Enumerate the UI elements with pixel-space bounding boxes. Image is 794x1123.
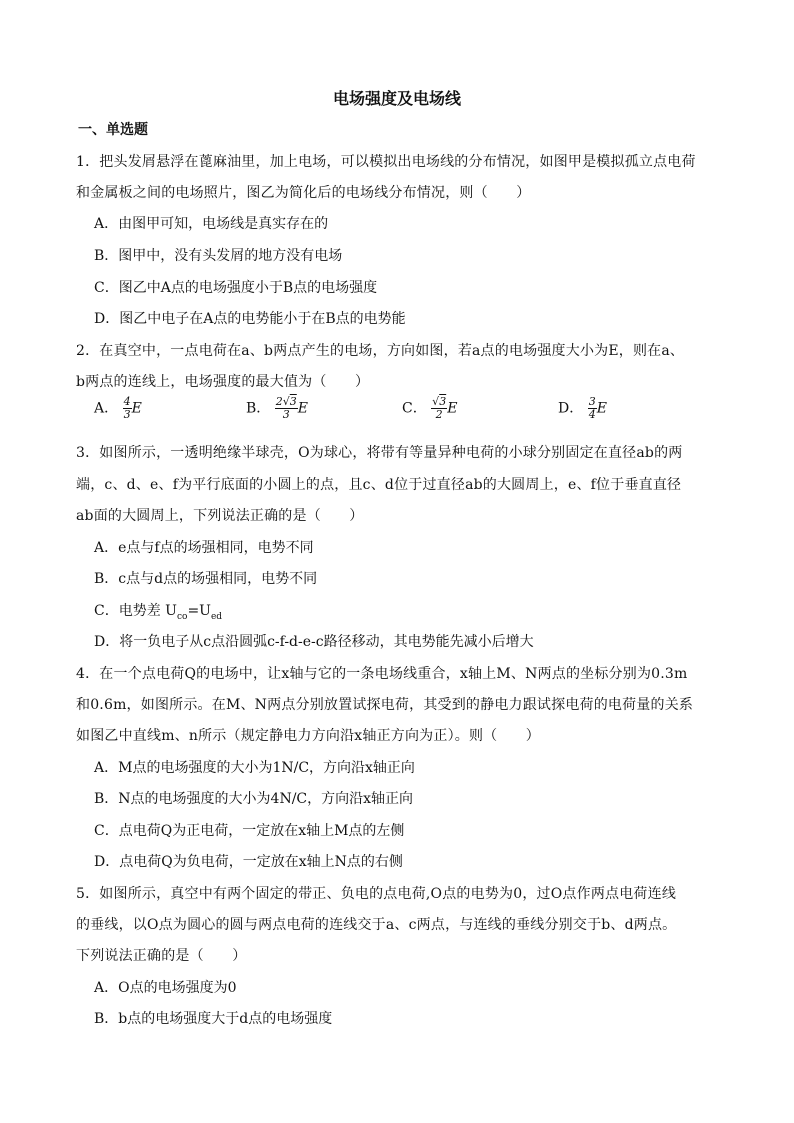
q2-option-a-denominator: 3 [123, 408, 131, 421]
q5-option-b: B．b点的电场强度大于d点的电场强度 [94, 1011, 333, 1027]
q2-option-b-numerator: 2√3 [275, 395, 297, 408]
q5-stem-line1: 5．如图所示，真空中有两个固定的带正、负电的点电荷,O点的电势为0，过O点作两点电荷连线 [76, 886, 677, 902]
q2-option-c-root: 3 [439, 395, 447, 408]
q2-option-b-coef: 2 [275, 395, 283, 408]
q4-stem-line2: 和0.6m，如图所示。在M、N两点分别放置试探电荷，其受到的静电力跟试探电荷的电荷量的关系 [76, 697, 694, 713]
q2-option-a-label: A． [94, 400, 119, 417]
q5-stem-line2: 的垂线，以O点为圆心的圆与两点电荷的连线交于a、c两点，与连线的垂线分别交于b、d两点。 [76, 917, 677, 933]
q3-option-b: B．c点与d点的场强相同，电势不同 [94, 571, 318, 587]
q4-stem-line3: 如图乙中直线m、n所示（规定静电力方向沿x轴正方向为正）。则（ ） [76, 728, 540, 744]
q4-option-a: A．M点的电场强度的大小为1N/C，方向沿x轴正向 [94, 760, 415, 776]
q3-stem-line2: 端，c、d、e、f为平行底面的小圆上的点，且c、d位于过直径ab的大圆周上，e、f位于垂直直径 [76, 477, 682, 493]
q1-stem-line1: 1．把头发屑悬浮在蓖麻油里，加上电场，可以模拟出电场线的分布情况，如图甲是模拟孤立点电荷 [76, 154, 696, 170]
q2-option-d-numerator: 3 [588, 395, 596, 408]
q2-option-c-numerator: √3 [432, 395, 447, 408]
q2-option-b-label: B． [246, 400, 271, 417]
q4-stem-line1: 4．在一个点电荷Q的电场中，让x轴与它的一条电场线重合，x轴上M、N两点的坐标分别为0.3m [76, 666, 688, 682]
q2-option-c-fraction [431, 396, 447, 421]
q3-option-c-sub1: co [176, 611, 188, 622]
q2-option-b-denominator: 3 [282, 408, 290, 421]
q2-option-b-variable: E [297, 400, 308, 417]
q3-option-a: A．e点与f点的场强相同，电势不同 [94, 540, 314, 556]
q3-option-c [94, 600, 222, 622]
q2-stem-line2: b两点的连线上，电场强度的最大值为（ ） [76, 374, 370, 390]
q1-option-c: C．图乙中A点的电场强度小于B点的电场强度 [94, 280, 378, 296]
q2-option-a [94, 396, 142, 421]
q2-option-c-label: C． [402, 400, 427, 417]
q2-option-b-fraction [275, 396, 298, 421]
q2-option-d-fraction [588, 396, 597, 421]
q2-option-d [558, 396, 607, 421]
q5-option-a: A．O点的电场强度为0 [94, 980, 237, 996]
q1-stem-line2: 和金属板之间的电场照片，图乙为简化后的电场线分布情况，则（ ） [76, 185, 531, 201]
q1-option-d: D．图乙中电子在A点的电势能小于在B点的电势能 [94, 311, 406, 327]
q2-option-a-numerator: 4 [123, 395, 131, 408]
q2-option-d-label: D． [558, 400, 584, 417]
q2-option-a-variable: E [131, 400, 142, 417]
q3-option-c-prefix: C．电势差 U [94, 603, 177, 619]
q1-option-a: A．由图甲可知，电场线是真实存在的 [94, 216, 329, 232]
q2-option-d-denominator: 4 [588, 408, 596, 421]
q2-option-a-fraction [123, 396, 132, 421]
q3-option-c-sub2: ed [210, 611, 223, 622]
q4-option-c: C．点电荷Q为正电荷，一定放在x轴上M点的左侧 [94, 823, 405, 839]
q1-option-b: B．图甲中，没有头发屑的地方没有电场 [94, 248, 343, 264]
q2-option-c-denominator: 2 [435, 408, 443, 421]
q2-option-c-variable: E [447, 400, 458, 417]
q4-option-d: D．点电荷Q为负电荷，一定放在x轴上N点的右侧 [94, 854, 403, 870]
q4-option-b: B．N点的电场强度的大小为4N/C，方向沿x轴正向 [94, 791, 414, 807]
q2-option-b [246, 396, 308, 421]
q5-stem-line3: 下列说法正确的是（ ） [76, 948, 247, 964]
section-heading: 一、单选题 [78, 122, 148, 138]
q2-stem-line1: 2．在真空中，一点电荷在a、b两点产生的电场，方向如图，若a点的电场强度大小为E，则在a、 [76, 343, 685, 359]
q2-option-d-variable: E [596, 400, 607, 417]
q2-option-b-root: 3 [289, 395, 297, 408]
q3-option-d: D．将一负电子从c点沿圆弧c-f-d-e-c路径移动，其电势能先减小后增大 [94, 634, 534, 650]
q3-option-c-mid: =U [187, 603, 211, 619]
q3-stem-line1: 3．如图所示，一透明绝缘半球壳，O为球心，将带有等量异种电荷的小球分别固定在直径ab的两 [76, 445, 683, 461]
q3-stem-line3: ab面的大圆周上，下列说法正确的是（ ） [76, 508, 364, 524]
q2-option-c [402, 396, 457, 421]
page-title: 电场强度及电场线 [332, 89, 461, 108]
